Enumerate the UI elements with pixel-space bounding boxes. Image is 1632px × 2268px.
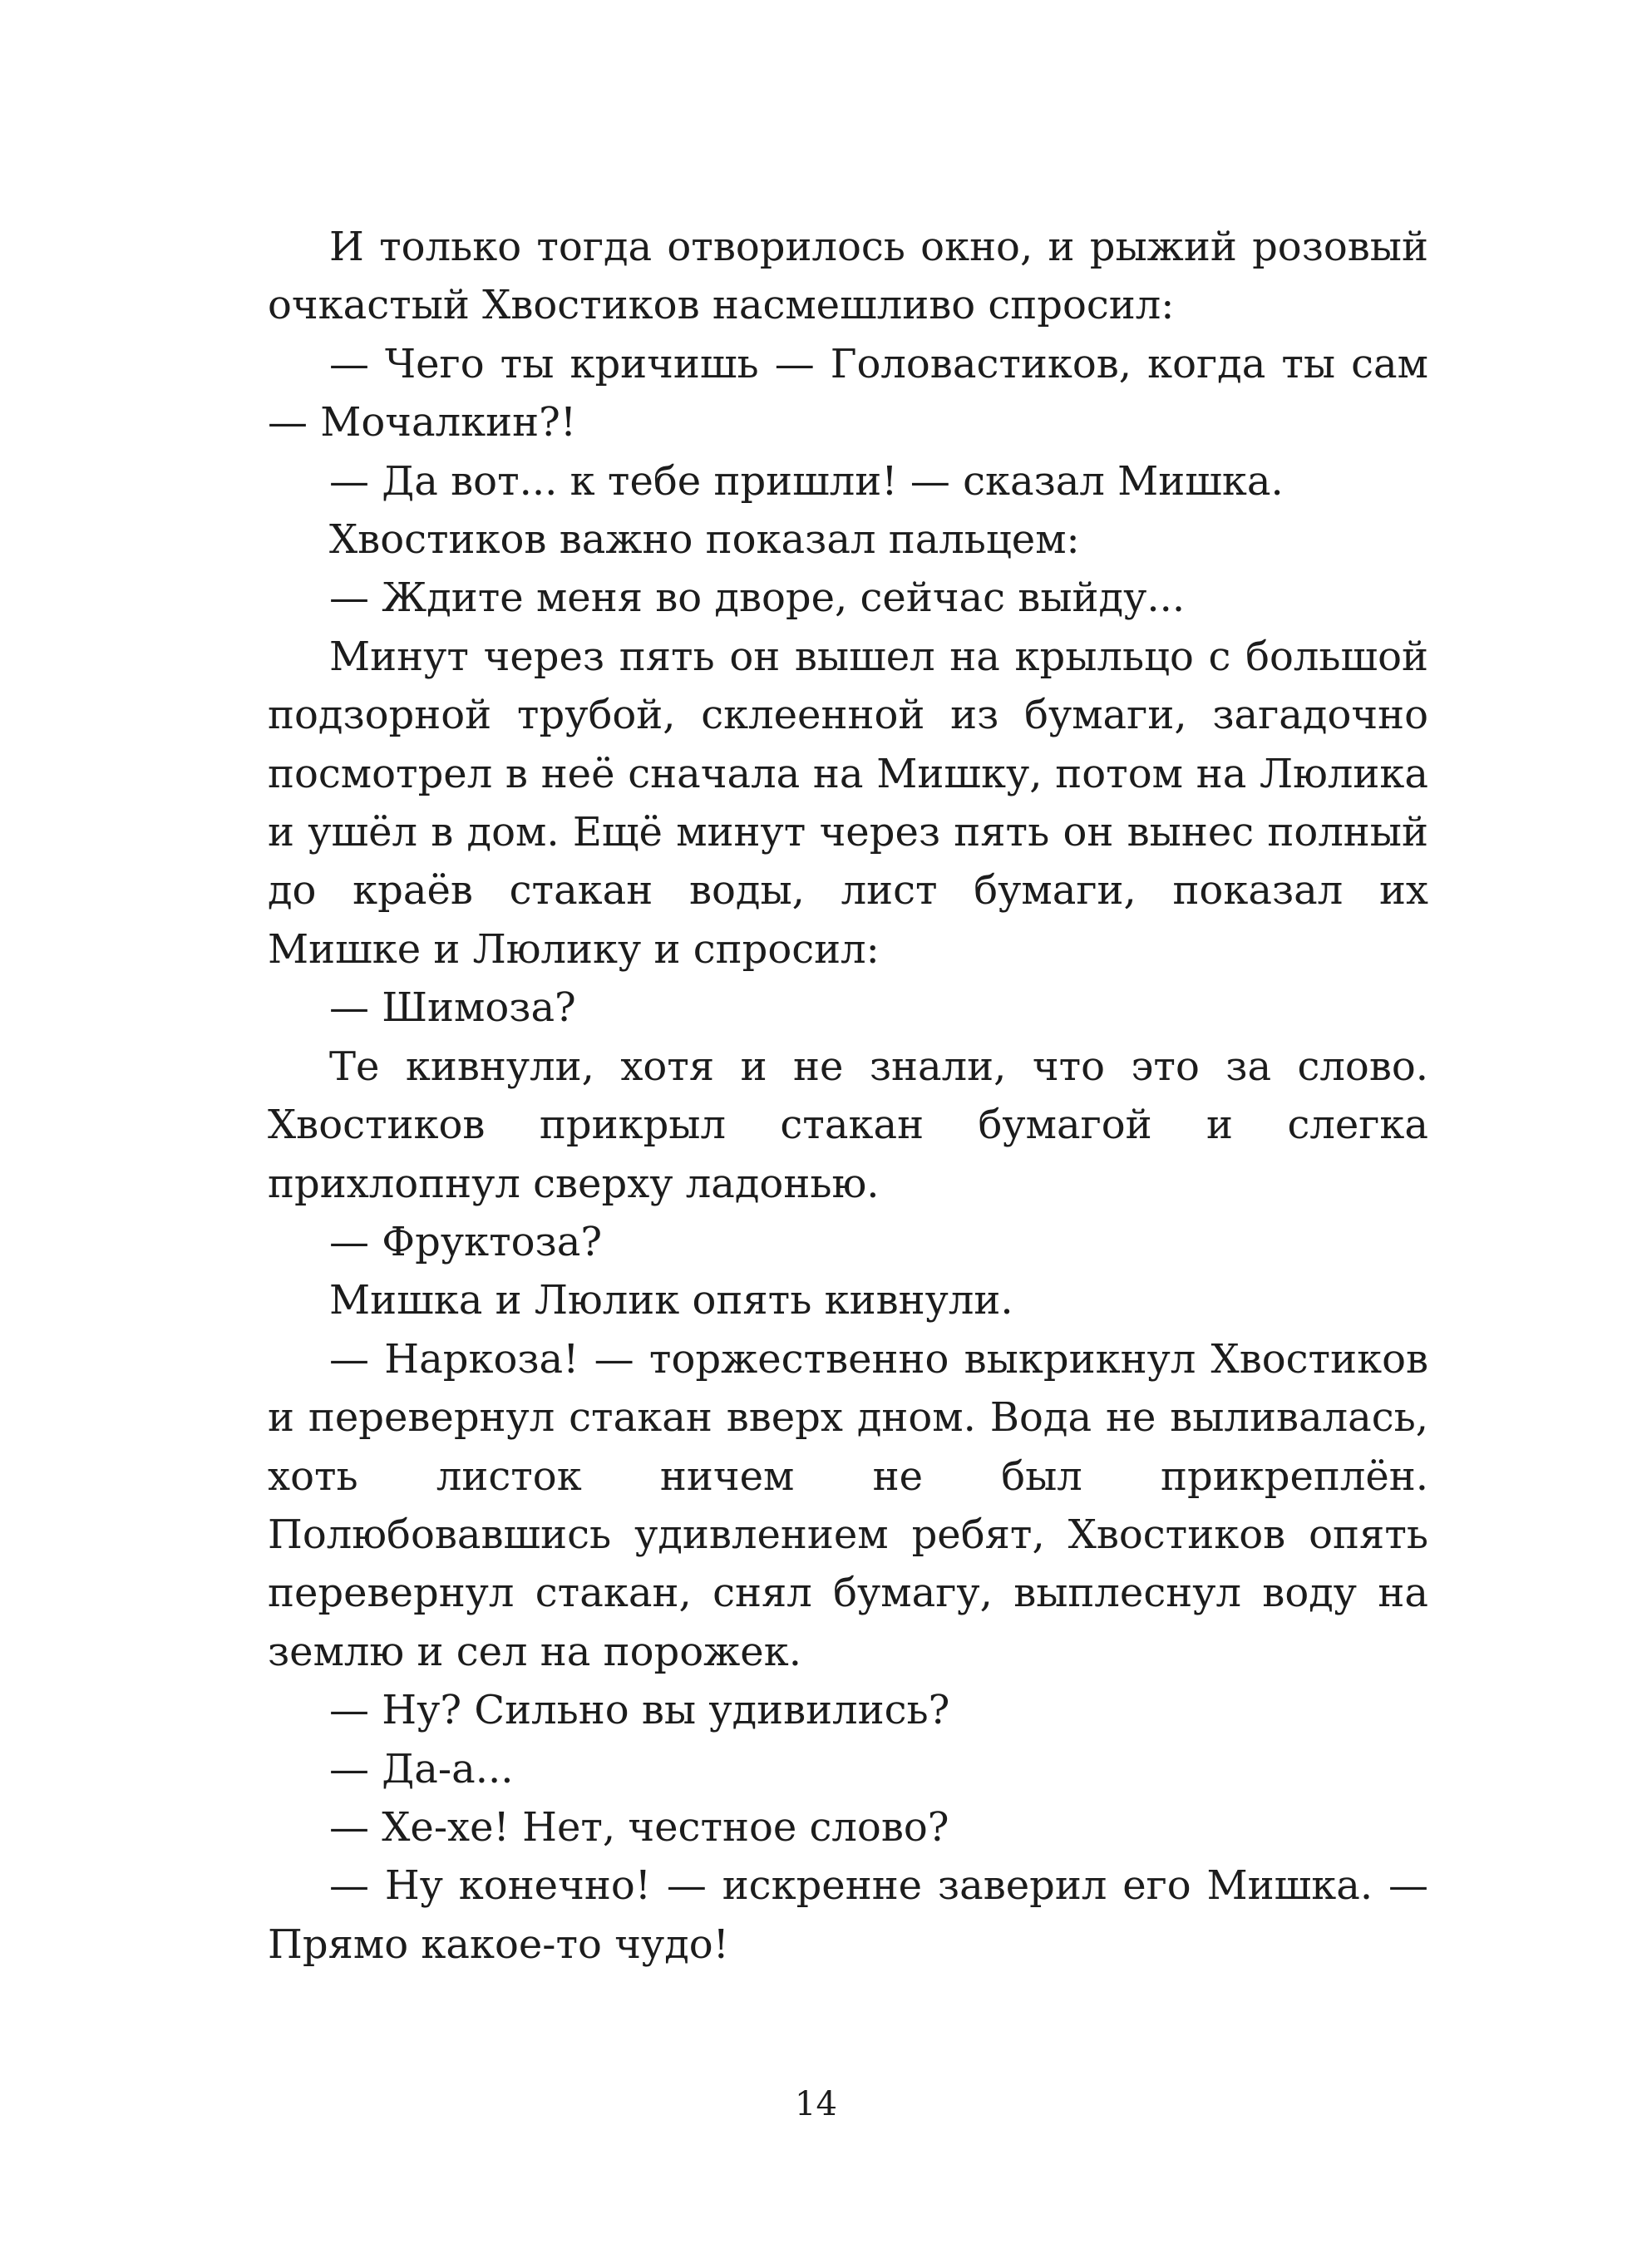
page-text xyxy=(268,218,1428,1974)
paragraph: — Фруктоза? xyxy=(329,1218,603,1265)
paragraph: Минут через пять он вышел на крыльцо с большой подзорной трубой, склеенной из бумаги, загадочно посмотрел в неё сначала на Мишку, потом на Люлика и ушёл в дом. Ещё минут через пять он вынес полный до краёв стакан воды, лист бумаги, показал их Мишке и Люлику и спросил: xyxy=(268,633,1428,973)
paragraph: — Хе-хе! Нет, честное слово? xyxy=(329,1803,949,1851)
paragraph: — Ждите меня во дворе, сейчас выйду... xyxy=(329,574,1186,622)
paragraph: — Наркоза! — торжественно выкрикнул Хвостиков и перевернул стакан вверх дном. Вода не выливалась, хоть листок ничем не был прикреплён. Полюбовавшись удивлением ребят, Хвостиков опять перевернул стакан, снял бумагу, выплеснул воду на землю и сел на порожек. xyxy=(268,1335,1428,1675)
paragraph: Мишка и Люлик опять кивнули. xyxy=(329,1277,1013,1324)
paragraph: — Ну конечно! — искренне заверил его Мишка. — Прямо какое-то чудо! xyxy=(268,1862,1428,1968)
page-number: 14 xyxy=(795,2085,837,2123)
paragraph: — Шимоза? xyxy=(329,984,576,1032)
paragraph: Хвостиков важно показал пальцем: xyxy=(329,516,1080,564)
paragraph: — Чего ты кричишь — Головастиков, когда ты сам — Мочалкин?! xyxy=(268,340,1428,446)
paragraph: Те кивнули, хотя и не знали, что это за слово. Хвостиков прикрыл стакан бумагой и слегка прихлопнул сверху ладонью. xyxy=(268,1043,1428,1207)
paragraph: — Да вот... к тебе пришли! — сказал Мишка. xyxy=(329,457,1284,505)
paragraph: — Да-а... xyxy=(329,1745,514,1792)
paragraph: И только тогда отворилось окно, и рыжий розовый очкастый Хвостиков насмешливо спросил: xyxy=(268,224,1428,329)
paragraph: — Ну? Сильно вы удивились? xyxy=(329,1687,950,1734)
